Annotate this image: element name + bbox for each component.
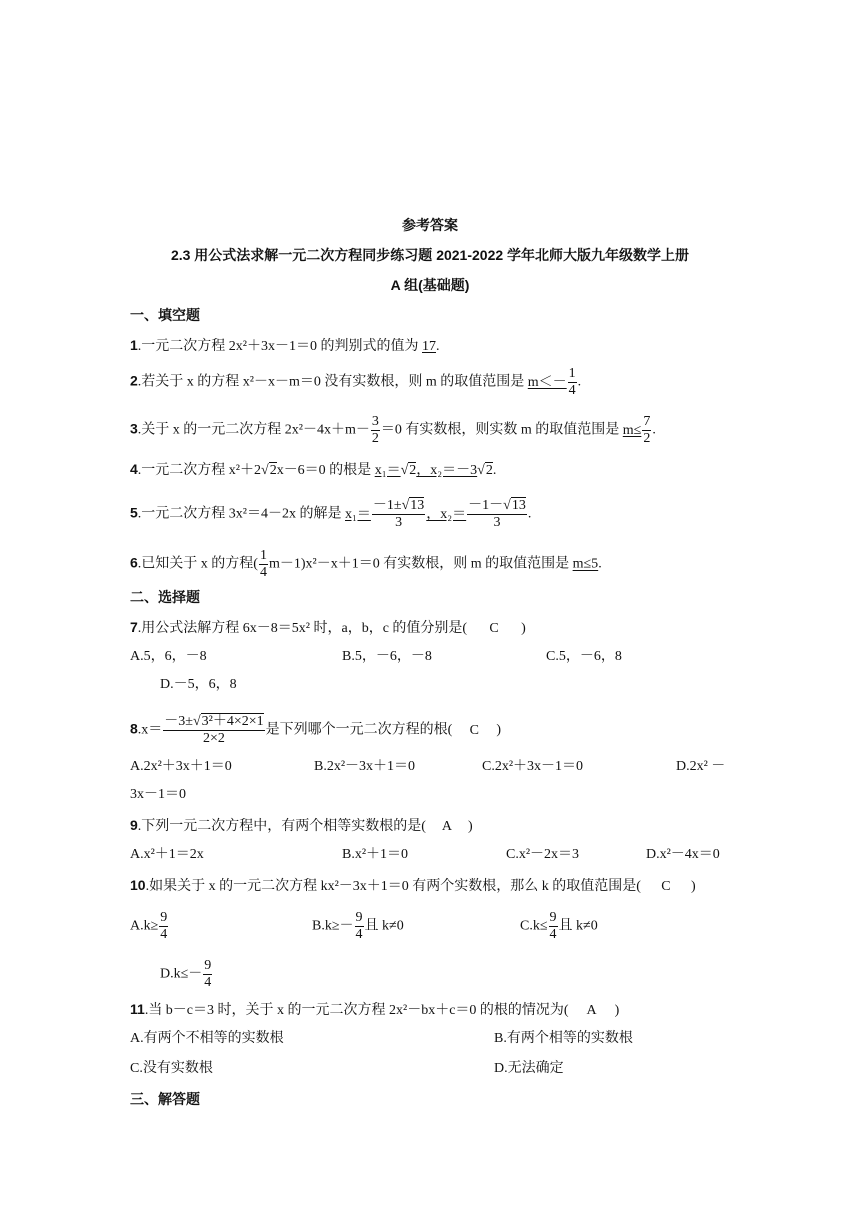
fraction (355, 910, 364, 943)
numerator (467, 498, 527, 515)
question-text: .如果关于 x 的一元二次方程 kx²－3x＋1＝0 有两个实数根，那么 k 的取值范围是( (145, 879, 641, 894)
question-text: ＝0 有实数根，则实数 m 的取值范围是 (380, 422, 623, 438)
numerator-prefix: －1－ (468, 498, 504, 513)
sqrt: √2 (477, 463, 493, 478)
punctuation: . (652, 422, 656, 438)
question-number: 4 (130, 461, 138, 477)
q10-option-c (520, 910, 598, 943)
worksheet-subtitle: 2.3 用公式法求解一元二次方程同步练习题 2021-2022 学年北师大版九年级数学上册 (170, 247, 690, 263)
fraction (159, 910, 168, 943)
denominator: 3 (395, 515, 403, 530)
denominator: 4 (355, 927, 363, 942)
sqrt: √2 (261, 463, 277, 478)
answer: C (489, 621, 499, 636)
answer-prefix: m≤ (622, 422, 642, 438)
question-text: .一元二次方程 2x²＋3x－1＝0 的判别式的值为 (137, 339, 422, 354)
punctuation: . (492, 463, 497, 478)
denominator: 4 (160, 927, 168, 942)
answer-part: ，x₂＝－3 (416, 463, 478, 478)
denominator: 2 (643, 431, 651, 446)
question-text: m－1)x²－x＋1＝0 有实数根，则 m 的取值范围是 (268, 556, 573, 572)
answer-part: x₁＝ (374, 463, 401, 478)
section-solve-heading: 三、解答题 (130, 1091, 200, 1107)
radicand: 2 (409, 463, 417, 478)
question-text: .下列一元二次方程中，有两个相等实数根的是( (137, 819, 426, 834)
numerator: 1 (259, 548, 267, 563)
question-2 (130, 366, 581, 399)
punctuation: ) (690, 879, 696, 894)
denominator: 4 (204, 975, 212, 990)
question-text: .若关于 x 的方程 x²－x－m＝0 没有实数根，则 m 的取值范围是 (137, 374, 528, 390)
answer-key-title: 参考答案 (402, 217, 458, 233)
section-fill-heading: 一、填空题 (130, 307, 200, 323)
fraction (549, 910, 558, 943)
sqrt: √2 (400, 463, 417, 478)
numerator: 7 (643, 414, 651, 429)
q7-option-c: C.5，－6，8 (546, 649, 622, 664)
fraction (568, 366, 577, 399)
punctuation: . (436, 339, 440, 354)
punctuation: ) (614, 1003, 620, 1018)
option-text: D.k≤－ (160, 966, 203, 982)
punctuation: ) (467, 819, 473, 834)
denominator: 4 (568, 383, 576, 398)
question-text: .一元二次方程 x²＋2 (137, 463, 261, 478)
question-number: 8 (130, 720, 138, 737)
numerator-prefix: －1± (372, 498, 402, 513)
option-text: B.k≥－ (312, 918, 354, 934)
answer: 17 (422, 339, 436, 354)
option-text: 且 k≠0 (558, 918, 598, 934)
option-text: A.k≥ (130, 918, 159, 934)
section-choice-heading: 二、选择题 (130, 589, 200, 605)
answer: C (661, 879, 671, 894)
option-text: 且 k≠0 (364, 918, 404, 934)
numerator-prefix: －3± (164, 714, 193, 729)
radicand: 13 (410, 498, 425, 513)
answer: m≤5 (572, 556, 599, 572)
denominator: 2 (371, 431, 379, 446)
fraction (259, 548, 268, 581)
denominator: 3 (493, 515, 501, 530)
question-4 (130, 460, 496, 480)
answer-part: x₁＝ (345, 506, 371, 522)
fraction (467, 498, 527, 531)
radicand: 3²＋4×2×1 (201, 714, 264, 729)
denominator: 2×2 (203, 731, 225, 746)
q10-option-b (312, 910, 404, 943)
question-text: .当 b－c＝3 时，关于 x 的一元二次方程 2x²－bx＋c＝0 的根的情况为( (144, 1003, 569, 1018)
answer (622, 414, 653, 446)
question-number: 1 (130, 337, 138, 353)
question-number: 9 (130, 817, 138, 833)
question-number: 5 (130, 504, 138, 521)
fraction (163, 714, 264, 747)
q11-option-a: A.有两个不相等的实数根 (130, 1031, 284, 1046)
numerator (372, 498, 425, 515)
fraction (642, 414, 651, 447)
q8-option-d: D.2x² － (676, 759, 726, 774)
q8-option-c: C.2x²＋3x－1＝0 (482, 759, 584, 774)
question-number: 7 (130, 619, 138, 635)
question-1 (130, 336, 440, 356)
punctuation: . (577, 374, 582, 390)
numerator (163, 714, 264, 731)
answer: C (469, 722, 480, 738)
sqrt: √3²＋4×2×1 (192, 714, 264, 729)
q7-option-a: A.5，6，－8 (130, 649, 207, 664)
question-text: 是下列哪个一元二次方程的根( (265, 722, 453, 738)
answer-prefix: m＜－ (527, 374, 567, 390)
q9-option-b: B.x²＋1＝0 (342, 847, 409, 862)
question-text: .已知关于 x 的方程( (137, 556, 258, 572)
question-6 (130, 548, 602, 581)
q11-option-d: D.无法确定 (494, 1061, 564, 1076)
punctuation: ) (521, 621, 526, 636)
question-number: 11 (130, 1001, 145, 1017)
q8-option-d-continued: 3x－1＝0 (130, 787, 186, 802)
sqrt: √13 (401, 498, 425, 513)
numerator: 9 (355, 910, 363, 925)
question-3 (130, 414, 656, 447)
radicand: 13 (511, 498, 526, 513)
answer (345, 498, 528, 530)
question-5 (130, 498, 531, 531)
q9-option-c: C.x²－2x＝3 (506, 847, 580, 862)
q7-option-d: D.－5，6，8 (160, 677, 237, 692)
answer: A (586, 1003, 597, 1018)
q8-option-b: B.2x²－3x＋1＝0 (314, 759, 416, 774)
punctuation: . (527, 506, 532, 522)
group-heading: A 组(基础题) (390, 277, 470, 293)
question-text: x－6＝0 的根是 (276, 463, 375, 478)
radicand: 2 (485, 463, 493, 478)
q10-option-d (160, 958, 213, 991)
numerator: 9 (204, 958, 212, 973)
question-10 (130, 876, 696, 896)
question-text: .一元二次方程 3x²＝4－2x 的解是 (137, 506, 345, 522)
question-text: .关于 x 的一元二次方程 2x²－4x＋m－ (137, 422, 370, 438)
question-7 (130, 618, 526, 638)
fraction (371, 414, 380, 447)
answer: A (441, 819, 453, 834)
numerator: 3 (371, 414, 379, 429)
denominator: 4 (259, 565, 267, 580)
radicand: 2 (269, 463, 277, 478)
question-number: 2 (130, 372, 138, 389)
question-number: 3 (130, 420, 138, 437)
answer (527, 366, 578, 398)
question-text: .用公式法解方程 6x－8＝5x² 时，a，b，c 的值分别是( (137, 621, 468, 636)
q10-option-a (130, 910, 169, 943)
sqrt: √13 (503, 498, 526, 513)
q11-option-b: B.有两个相等的实数根 (494, 1031, 633, 1046)
punctuation: . (598, 556, 602, 572)
q9-option-d: D.x²－4x＝0 (646, 847, 720, 862)
numerator: 9 (160, 910, 168, 925)
question-8 (130, 714, 501, 747)
numerator: 1 (568, 366, 576, 381)
question-number: 10 (130, 877, 146, 893)
fraction (372, 498, 425, 531)
q11-option-c: C.没有实数根 (130, 1061, 213, 1076)
fraction (203, 958, 212, 991)
numerator: 9 (549, 910, 557, 925)
answer-part: ，x₂＝ (426, 506, 467, 522)
q9-option-a: A.x²＋1＝2x (130, 847, 204, 862)
punctuation: ) (496, 722, 502, 738)
question-9 (130, 816, 473, 836)
question-number: 6 (130, 554, 138, 571)
question-11 (130, 1000, 619, 1020)
option-text: C.k≤ (520, 918, 548, 934)
q8-option-a: A.2x²＋3x＋1＝0 (130, 759, 232, 774)
answer (375, 463, 493, 478)
denominator: 4 (549, 927, 557, 942)
q7-option-b: B.5，－6，－8 (342, 649, 432, 664)
question-text: .x＝ (137, 722, 163, 738)
